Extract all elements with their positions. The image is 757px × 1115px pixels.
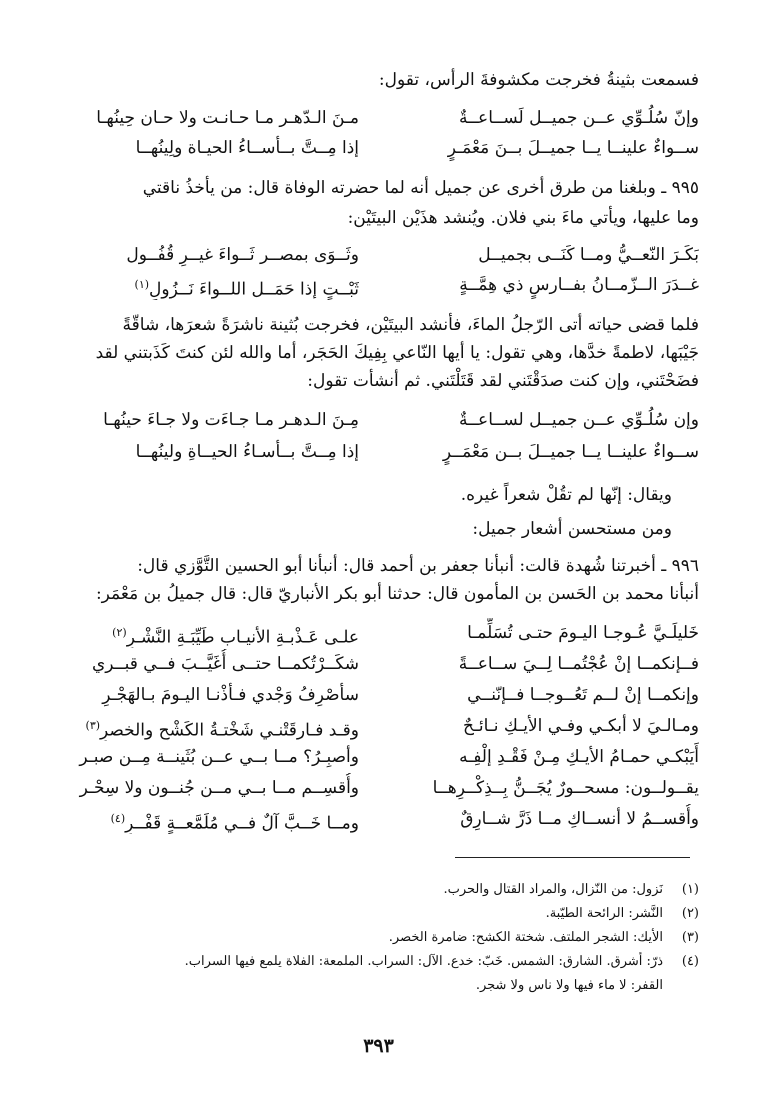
verse-c2-second-hemistich: إذا مِــتَّ بــأسـاءُ الحيــاةِ ولينُهــا bbox=[135, 442, 359, 462]
verse-d7-text: ومــا خَــبَّ آلٌ فــي مُلَمَّعــةٍ قَفْــرِ bbox=[125, 813, 359, 834]
verse-d6-second-hemistich: وأُقسِــم مــا بــي مــن جُنــون ولا سِحْـر bbox=[79, 778, 359, 798]
verse-a1-second-hemistich: مـنَ الـدّهـر مـا حـانـت ولا حـان حِينُهـا bbox=[96, 108, 359, 128]
verse-b1-second-hemistich: وثَــوَى بمصــر ثَــواءَ غيــرِ قُفُــول bbox=[126, 245, 359, 265]
verse-a2 bbox=[59, 133, 699, 163]
paragraph-after-line1: فلما قضى حياته أتى الرّجلُ الماءَ، فأنشد البيتَيْن، فخرجت بُثينة ناشرَةً شعرَها، شاقّةً bbox=[122, 315, 699, 335]
verse-d1-first-hemistich: خَليلَـيَّ عُـوجـا اليـومَ حتـى تُسَلِّمـا bbox=[467, 623, 699, 643]
verse-b2 bbox=[59, 270, 699, 300]
verse-c1-first-hemistich: وإن سُلُـوِّي عــن جميــل لســاعــةٌ bbox=[458, 410, 699, 430]
verse-d2 bbox=[59, 649, 699, 679]
paragraph-after-line2: جَيْبَها، لاطمةً خدَّها، وهي تقول: يا أيها النّاعي بِفِيكَ الحَجَر، أما والله لئن كنتَ كَذَبتني لقد bbox=[95, 343, 699, 363]
verse-d2-first-hemistich: فــإنكمــا إنْ عُجْتُمــا لِــيَ ســاعــةً bbox=[458, 654, 699, 674]
verse-d5 bbox=[59, 742, 699, 772]
verse-b2-first-hemistich: غــدَرَ الــزّمــانُ بفــارسٍ ذي هِمَّــةٍ bbox=[459, 275, 699, 295]
footnote-4-continuation: القفر: لا ماء فيها ولا ناس ولا شجر. bbox=[475, 978, 663, 993]
verse-b1-first-hemistich: بَكَـرَ النّعــيُّ ومــا كَنَــى بجميــل bbox=[478, 245, 699, 265]
verse-d6-first-hemistich: يقــولــون: مسحــورٌ يُجَــنُّ بِــذِكْــرِهــا bbox=[432, 778, 699, 798]
verse-a2-second-hemistich: إذا مِــتَّ بــأســاءُ الحيـاة ولِينُهــا bbox=[135, 138, 359, 158]
footnote-4 bbox=[59, 952, 699, 972]
verse-d4-text: وقـد فـارقَتْنـي شَخْتـةُ الكَشْحِ والخصرِ bbox=[100, 720, 359, 741]
verse-b1 bbox=[59, 240, 699, 270]
verse-d1-second-hemistich bbox=[59, 618, 359, 648]
footnote-ref-3: (٣) bbox=[85, 719, 101, 732]
verse-d5-second-hemistich: وأصبِـرُ؟ مــا بــي عــن بُثَينــة مِــن صبـر bbox=[79, 747, 359, 767]
footnote-4-number: (٤) bbox=[681, 954, 699, 969]
paragraph-995-line1: ٩٩٥ ـ وبلغنا من طرق أخرى عن جميل أنه لما حضرته الوفاة قال: من يأخذُ ناقتي bbox=[142, 178, 699, 198]
footnote-1-number: (١) bbox=[681, 882, 699, 897]
footnote-4-text: ذرّ: أشرق. الشارق: الشمس. خَبّ: خدع. الآل: السراب. الملمعة: الفلاة يلمع فيها السراب. bbox=[184, 954, 663, 969]
footnote-3 bbox=[59, 928, 699, 948]
paragraph-after-line3: فضَحْتَني، وإن كنت صدَقْتَني لقد قَتَلْتَني. ثم أنشأت تقول: bbox=[307, 371, 699, 391]
verse-a1 bbox=[59, 103, 699, 133]
verse-d4-first-hemistich: ومـالـيَ لا أبكـي وفـي الأيـكِ نـائـحٌ bbox=[462, 716, 699, 736]
footnote-2 bbox=[59, 904, 699, 924]
verse-d5-first-hemistich: أَيَبْكـي حمـامُ الأيـكِ مِـنْ فَقْـدِ إلْفِـه bbox=[459, 747, 699, 767]
footnote-divider bbox=[455, 857, 690, 858]
verse-d7 bbox=[59, 804, 699, 834]
verse-a2-first-hemistich: ســواءٌ علينــا يــا جميــلَ بــنَ مَعْمَـرٍ bbox=[447, 138, 699, 158]
verse-d6 bbox=[59, 773, 699, 803]
good-poems-line: ومن مستحسن أشعار جميل: bbox=[472, 519, 672, 539]
verse-b2-second-hemistich bbox=[59, 270, 359, 300]
footnote-1-text: نَزول: من النّزال، والمراد القتال والحرب. bbox=[443, 882, 663, 897]
verse-c1 bbox=[59, 405, 699, 435]
verse-c1-second-hemistich: مِـنَ الـدهـر مـا جـاءَت ولا جـاءَ حينُهـا bbox=[103, 410, 359, 430]
verse-d3-first-hemistich: وإنكمــا إنْ لــم تَعُــوجــا فــإنّنــي bbox=[467, 685, 699, 705]
paragraph-996-line1: ٩٩٦ ـ أخبرتنا شُهدة قالت: أنبأنا جعفر بن أحمد قال: أنبأنا أبو الحسين التَّوَّزي قال: bbox=[137, 556, 699, 576]
verse-a1-first-hemistich: وإنّ سُلُـوِّي عــن جميــل لَســاعــةٌ bbox=[458, 108, 699, 128]
footnote-ref-1: (١) bbox=[134, 278, 150, 291]
verse-b2-text: ثَبْــتٍ إذا حَمَــل اللــواءَ نَــزُولِ bbox=[149, 279, 359, 300]
verse-c2 bbox=[59, 437, 699, 467]
footnote-1 bbox=[59, 880, 699, 900]
verse-c2-first-hemistich: ســواءٌ علينــا يــا جميــلَ بــن مَعْمَــرٍ bbox=[442, 442, 699, 462]
said-line: ويقال: إنّها لم تقُلْ شعراً غيره. bbox=[460, 485, 672, 505]
verse-d3-second-hemistich: سأصْرِفُ وَجْدي فـأذْنـا اليـومَ بـالهَجْـرِ bbox=[102, 685, 359, 705]
footnote-3-text: الأيك: الشجر الملتف. شختة الكشح: ضامرة الخصر. bbox=[388, 930, 663, 945]
footnote-2-text: النَّشر: الرائحة الطيّبة. bbox=[545, 906, 663, 921]
page-number: ٣٩٣ bbox=[363, 1035, 394, 1057]
footnote-3-number: (٣) bbox=[681, 930, 699, 945]
verse-d1-text: علـى عَـذْبـةِ الأنيـاب طَيِّبَـةِ النَّشْـرِ bbox=[126, 627, 359, 648]
verse-d4 bbox=[59, 711, 699, 741]
footnote-ref-4: (٤) bbox=[110, 812, 126, 825]
verse-d7-second-hemistich bbox=[59, 804, 359, 834]
verse-d3 bbox=[59, 680, 699, 710]
verse-d1 bbox=[59, 618, 699, 648]
footnote-ref-2: (٢) bbox=[112, 626, 127, 639]
verse-d4-second-hemistich bbox=[59, 711, 359, 741]
paragraph-995-line2: وما عليها، ويأتي ماءَ بني فلان. ويُنشد هذَيْن البيتَيْن: bbox=[347, 208, 699, 228]
footnote-2-number: (٢) bbox=[681, 906, 699, 921]
verse-d7-first-hemistich: وأُقســمُ لا أنســاكِ مــا ذَرَّ شــارِقٌ bbox=[460, 809, 699, 829]
paragraph-996-line2: أنبأنا محمد بن الحَسن بن المأمون قال: حدثنا أبو بكر الأنباريّ قال: قال جميلُ بن مَعْمَر: bbox=[95, 584, 699, 604]
verse-d2-second-hemistich: شكَــرْتُكمــا حتــى أُغَيَّــبَ فــي قبــري bbox=[91, 654, 359, 674]
intro-line: فسمعت بثينةُ فخرجت مكشوفةَ الرأس، تقول: bbox=[378, 70, 699, 90]
